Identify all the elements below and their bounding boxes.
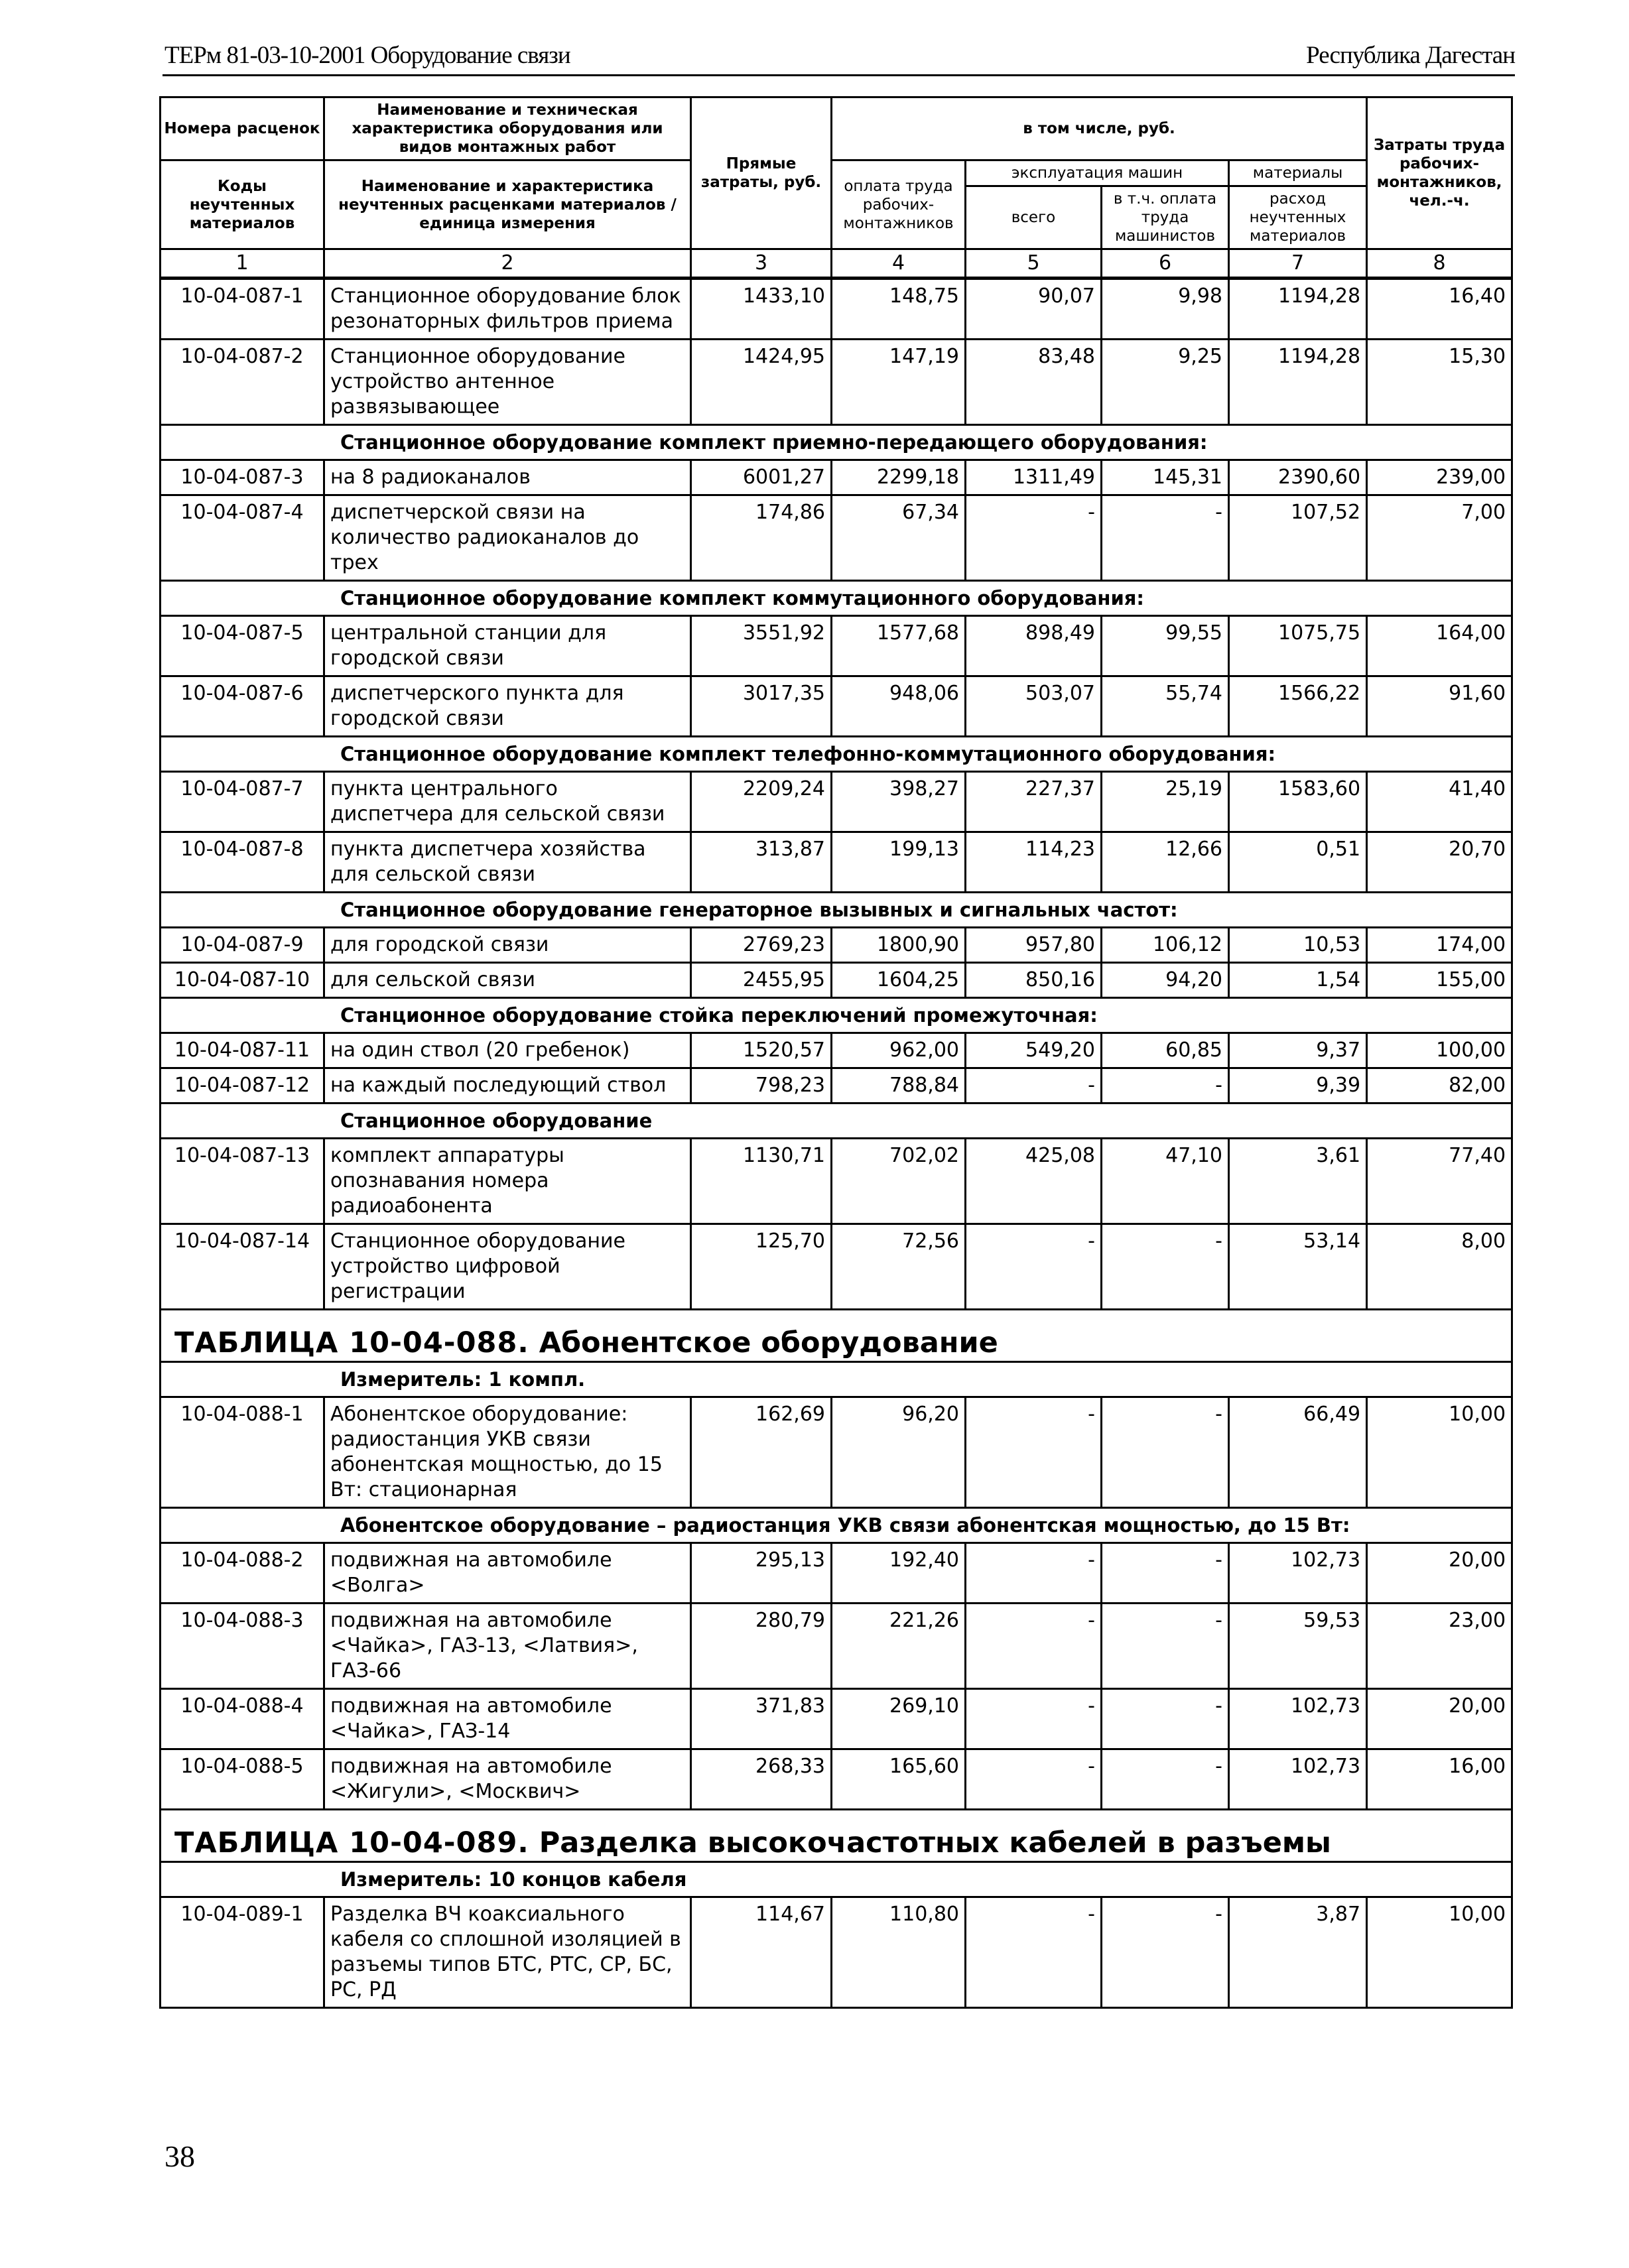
running-header-region: Республика Дагестан	[1306, 42, 1515, 69]
materials-cost: 0,51	[1229, 832, 1367, 893]
direct-cost: 1424,95	[691, 340, 832, 425]
machines-total: -	[966, 1068, 1102, 1103]
machines-total: 114,23	[966, 832, 1102, 893]
col-num: 3	[691, 249, 832, 279]
rate-name: подвижная на автомобиле <Жигули>, <Москвич>	[324, 1749, 691, 1810]
direct-cost: 125,70	[691, 1224, 832, 1310]
rate-code: 10-04-087-13	[161, 1139, 324, 1224]
meter-row	[161, 1862, 1512, 1897]
machine-operators-pay: 99,55	[1102, 616, 1229, 676]
machines-total: 957,80	[966, 928, 1102, 963]
header-row-1	[161, 97, 1512, 160]
meter-row	[161, 1362, 1512, 1397]
table-row	[161, 963, 1512, 998]
labor-pay: 96,20	[832, 1397, 966, 1508]
section-heading: Станционное оборудование генераторное вызывных и сигнальных частот:	[161, 893, 1512, 928]
labor-hours: 164,00	[1367, 616, 1512, 676]
direct-cost: 798,23	[691, 1068, 832, 1103]
table-number: ТАБЛИЦА 10-04-089.	[174, 1826, 529, 1859]
labor-hours: 15,30	[1367, 340, 1512, 425]
table-number: ТАБЛИЦА 10-04-088.	[174, 1326, 529, 1359]
section-heading: Абонентское оборудование – радиостанция УКВ связи абонентская мощностью, до 15 Вт:	[161, 1508, 1512, 1543]
rate-name: для сельской связи	[324, 963, 691, 998]
machine-operators-pay: -	[1102, 1897, 1229, 2008]
labor-pay: 702,02	[832, 1139, 966, 1224]
rate-code: 10-04-089-1	[161, 1897, 324, 2008]
table-row	[161, 676, 1512, 737]
section-heading-row	[161, 1508, 1512, 1543]
rate-name: подвижная на автомобиле <Волга>	[324, 1543, 691, 1604]
table-title-text: Абонентское оборудование	[539, 1326, 998, 1359]
col-num: 1	[161, 249, 324, 279]
rate-name: Абонентское оборудование: радиостанция УКВ связи абонентская мощностью, до 15 Вт: стационарная	[324, 1397, 691, 1508]
direct-cost: 1130,71	[691, 1139, 832, 1224]
col-head-codes-unacc: Коды неучтенных материалов	[161, 160, 324, 249]
labor-hours: 239,00	[1367, 460, 1512, 495]
direct-cost: 6001,27	[691, 460, 832, 495]
section-heading: Станционное оборудование комплект коммутационного оборудования:	[161, 581, 1512, 616]
rate-code: 10-04-088-3	[161, 1604, 324, 1689]
materials-cost: 1194,28	[1229, 279, 1367, 340]
machine-operators-pay: 25,19	[1102, 772, 1229, 832]
labor-hours: 41,40	[1367, 772, 1512, 832]
rate-name: пункта диспетчера хозяйства для сельской связи	[324, 832, 691, 893]
machine-operators-pay: -	[1102, 1749, 1229, 1810]
table-row	[161, 1897, 1512, 2008]
direct-cost: 1433,10	[691, 279, 832, 340]
labor-pay: 147,19	[832, 340, 966, 425]
col-head-labor: оплата труда рабочих-монтажников	[832, 160, 966, 249]
rate-code: 10-04-087-7	[161, 772, 324, 832]
machines-total: -	[966, 1749, 1102, 1810]
machine-operators-pay: -	[1102, 495, 1229, 581]
table-row	[161, 495, 1512, 581]
machine-operators-pay: 9,25	[1102, 340, 1229, 425]
rate-code: 10-04-087-10	[161, 963, 324, 998]
machines-total: 1311,49	[966, 460, 1102, 495]
labor-hours: 16,40	[1367, 279, 1512, 340]
labor-pay: 1577,68	[832, 616, 966, 676]
direct-cost: 2455,95	[691, 963, 832, 998]
table-title-row	[161, 1310, 1512, 1362]
direct-cost: 114,67	[691, 1897, 832, 2008]
col-num: 4	[832, 249, 966, 279]
table-title	[161, 1810, 1512, 1862]
machines-total: 90,07	[966, 279, 1102, 340]
section-heading-row	[161, 998, 1512, 1033]
rate-name: комплект аппаратуры опознавания номера радиоабонента	[324, 1139, 691, 1224]
rate-code: 10-04-087-9	[161, 928, 324, 963]
direct-cost: 1520,57	[691, 1033, 832, 1068]
rate-code: 10-04-087-6	[161, 676, 324, 737]
rate-code: 10-04-087-2	[161, 340, 324, 425]
rate-code: 10-04-088-4	[161, 1689, 324, 1749]
materials-cost: 102,73	[1229, 1689, 1367, 1749]
machines-total: -	[966, 1689, 1102, 1749]
rate-code: 10-04-088-5	[161, 1749, 324, 1810]
machine-operators-pay: -	[1102, 1604, 1229, 1689]
col-num: 6	[1102, 249, 1229, 279]
rate-name: на каждый последующий ствол	[324, 1068, 691, 1103]
labor-hours: 20,00	[1367, 1543, 1512, 1604]
table-row	[161, 1033, 1512, 1068]
materials-cost: 1194,28	[1229, 340, 1367, 425]
section-heading-row	[161, 425, 1512, 460]
col-num: 7	[1229, 249, 1367, 279]
machines-total: -	[966, 495, 1102, 581]
section-heading-row	[161, 893, 1512, 928]
direct-cost: 313,87	[691, 832, 832, 893]
section-heading: Станционное оборудование стойка переключений промежуточная:	[161, 998, 1512, 1033]
table-row	[161, 1749, 1512, 1810]
table-row	[161, 340, 1512, 425]
col-head-total: всего	[966, 186, 1102, 249]
col-head-incl-driver: в т.ч. оплата труда машинистов	[1102, 186, 1229, 249]
machines-total: 227,37	[966, 772, 1102, 832]
direct-cost: 3551,92	[691, 616, 832, 676]
rate-name: Станционное оборудование устройство цифровой регистрации	[324, 1224, 691, 1310]
table-row	[161, 1224, 1512, 1310]
col-num: 8	[1367, 249, 1512, 279]
labor-hours: 16,00	[1367, 1749, 1512, 1810]
table-title-row	[161, 1810, 1512, 1862]
machine-operators-pay: -	[1102, 1224, 1229, 1310]
rate-name: Станционное оборудование блок резонаторных фильтров приема	[324, 279, 691, 340]
col-head-labor-cost: Затраты труда рабочих-монтажников, чел.-ч.	[1367, 97, 1512, 249]
labor-hours: 91,60	[1367, 676, 1512, 737]
rate-name: на 8 радиоканалов	[324, 460, 691, 495]
col-head-machines: эксплуатация машин	[966, 160, 1229, 186]
section-heading-row	[161, 581, 1512, 616]
machine-operators-pay: 9,98	[1102, 279, 1229, 340]
column-number-row	[161, 249, 1512, 279]
labor-hours: 155,00	[1367, 963, 1512, 998]
price-table-body	[161, 97, 1512, 2008]
materials-cost: 53,14	[1229, 1224, 1367, 1310]
rate-name: на один ствол (20 гребенок)	[324, 1033, 691, 1068]
labor-hours: 100,00	[1367, 1033, 1512, 1068]
labor-pay: 192,40	[832, 1543, 966, 1604]
machine-operators-pay: 94,20	[1102, 963, 1229, 998]
machine-operators-pay: -	[1102, 1068, 1229, 1103]
table-row	[161, 616, 1512, 676]
machine-operators-pay: 145,31	[1102, 460, 1229, 495]
labor-pay: 398,27	[832, 772, 966, 832]
table-row	[161, 279, 1512, 340]
machines-total: 898,49	[966, 616, 1102, 676]
machines-total: -	[966, 1224, 1102, 1310]
table-row	[161, 928, 1512, 963]
labor-pay: 2299,18	[832, 460, 966, 495]
rate-code: 10-04-087-12	[161, 1068, 324, 1103]
table-row	[161, 1604, 1512, 1689]
rate-name: диспетчерского пункта для городской связи	[324, 676, 691, 737]
labor-pay: 110,80	[832, 1897, 966, 2008]
machines-total: 503,07	[966, 676, 1102, 737]
rate-name: диспетчерской связи на количество радиоканалов до трех	[324, 495, 691, 581]
labor-pay: 269,10	[832, 1689, 966, 1749]
labor-hours: 82,00	[1367, 1068, 1512, 1103]
labor-hours: 10,00	[1367, 1397, 1512, 1508]
labor-pay: 148,75	[832, 279, 966, 340]
machines-total: 425,08	[966, 1139, 1102, 1224]
direct-cost: 2209,24	[691, 772, 832, 832]
table-row	[161, 460, 1512, 495]
col-num: 5	[966, 249, 1102, 279]
materials-cost: 102,73	[1229, 1749, 1367, 1810]
rate-name: Станционное оборудование устройство антенное развязывающее	[324, 340, 691, 425]
col-head-code: Номера расценок	[161, 97, 324, 160]
labor-pay: 67,34	[832, 495, 966, 581]
rate-code: 10-04-087-5	[161, 616, 324, 676]
section-heading-row	[161, 737, 1512, 772]
rate-code: 10-04-088-2	[161, 1543, 324, 1604]
materials-cost: 10,53	[1229, 928, 1367, 963]
materials-cost: 1075,75	[1229, 616, 1367, 676]
labor-pay: 221,26	[832, 1604, 966, 1689]
materials-cost: 1,54	[1229, 963, 1367, 998]
materials-cost: 107,52	[1229, 495, 1367, 581]
header-row-2	[161, 160, 1512, 186]
table-title	[161, 1310, 1512, 1362]
rate-name: Разделка ВЧ коаксиального кабеля со сплошной изоляцией в разъемы типов БТС, РТС, СР, БС, РС, РД	[324, 1897, 691, 2008]
col-head-incl: в том числе, руб.	[832, 97, 1367, 160]
direct-cost: 295,13	[691, 1543, 832, 1604]
rate-code: 10-04-087-11	[161, 1033, 324, 1068]
machine-operators-pay: -	[1102, 1689, 1229, 1749]
price-table	[159, 96, 1513, 2009]
running-header-title: ТЕРм 81-03-10-2001 Оборудование связи	[164, 42, 570, 69]
rate-code: 10-04-087-1	[161, 279, 324, 340]
rate-code: 10-04-087-14	[161, 1224, 324, 1310]
machine-operators-pay: 12,66	[1102, 832, 1229, 893]
labor-pay: 962,00	[832, 1033, 966, 1068]
machine-operators-pay: 55,74	[1102, 676, 1229, 737]
rate-name: центральной станции для городской связи	[324, 616, 691, 676]
direct-cost: 371,83	[691, 1689, 832, 1749]
col-head-materials: материалы	[1229, 160, 1367, 186]
machines-total: -	[966, 1604, 1102, 1689]
header-rule	[163, 74, 1515, 76]
materials-cost: 9,39	[1229, 1068, 1367, 1103]
col-head-name-unacc: Наименование и характеристика неучтенных расценками материалов / единица измерения	[324, 160, 691, 249]
labor-pay: 165,60	[832, 1749, 966, 1810]
labor-hours: 20,70	[1367, 832, 1512, 893]
direct-cost: 174,86	[691, 495, 832, 581]
table-row	[161, 1689, 1512, 1749]
machine-operators-pay: -	[1102, 1543, 1229, 1604]
machine-operators-pay: 106,12	[1102, 928, 1229, 963]
materials-cost: 3,61	[1229, 1139, 1367, 1224]
table-row	[161, 1139, 1512, 1224]
labor-hours: 10,00	[1367, 1897, 1512, 2008]
machines-total: 549,20	[966, 1033, 1102, 1068]
rate-name: подвижная на автомобиле <Чайка>, ГАЗ-14	[324, 1689, 691, 1749]
table-title-text: Разделка высокочастотных кабелей в разъемы	[539, 1826, 1331, 1859]
machines-total: -	[966, 1543, 1102, 1604]
materials-cost: 1566,22	[1229, 676, 1367, 737]
table-row	[161, 832, 1512, 893]
labor-pay: 1800,90	[832, 928, 966, 963]
labor-pay: 72,56	[832, 1224, 966, 1310]
direct-cost: 162,69	[691, 1397, 832, 1508]
materials-cost: 3,87	[1229, 1897, 1367, 2008]
labor-pay: 1604,25	[832, 963, 966, 998]
rate-code: 10-04-087-4	[161, 495, 324, 581]
rate-name: для городской связи	[324, 928, 691, 963]
rate-code: 10-04-088-1	[161, 1397, 324, 1508]
direct-cost: 2769,23	[691, 928, 832, 963]
section-heading: Станционное оборудование комплект приемно-передающего оборудования:	[161, 425, 1512, 460]
meter-label: Измеритель: 1 компл.	[161, 1362, 1512, 1397]
rate-code: 10-04-087-3	[161, 460, 324, 495]
machines-total: 83,48	[966, 340, 1102, 425]
labor-hours: 174,00	[1367, 928, 1512, 963]
rate-name: пункта центрального диспетчера для сельской связи	[324, 772, 691, 832]
section-heading: Станционное оборудование комплект телефонно-коммутационного оборудования:	[161, 737, 1512, 772]
table-row	[161, 772, 1512, 832]
labor-pay: 948,06	[832, 676, 966, 737]
labor-pay: 788,84	[832, 1068, 966, 1103]
col-head-name: Наименование и техническая характеристика оборудования или видов монтажных работ	[324, 97, 691, 160]
labor-hours: 20,00	[1367, 1689, 1512, 1749]
materials-cost: 1583,60	[1229, 772, 1367, 832]
page-number: 38	[164, 2139, 195, 2173]
rate-name: подвижная на автомобиле <Чайка>, ГАЗ-13, <Латвия>, ГАЗ-66	[324, 1604, 691, 1689]
meter-label: Измеритель: 10 концов кабеля	[161, 1862, 1512, 1897]
direct-cost: 280,79	[691, 1604, 832, 1689]
table-row	[161, 1397, 1512, 1508]
col-head-unaccounted: расход неучтенных материалов	[1229, 186, 1367, 249]
materials-cost: 66,49	[1229, 1397, 1367, 1508]
table-row	[161, 1543, 1512, 1604]
materials-cost: 102,73	[1229, 1543, 1367, 1604]
labor-hours: 7,00	[1367, 495, 1512, 581]
direct-cost: 268,33	[691, 1749, 832, 1810]
col-num: 2	[324, 249, 691, 279]
section-heading-row	[161, 1103, 1512, 1139]
labor-pay: 199,13	[832, 832, 966, 893]
machine-operators-pay: 60,85	[1102, 1033, 1229, 1068]
materials-cost: 2390,60	[1229, 460, 1367, 495]
materials-cost: 59,53	[1229, 1604, 1367, 1689]
materials-cost: 9,37	[1229, 1033, 1367, 1068]
direct-cost: 3017,35	[691, 676, 832, 737]
machine-operators-pay: -	[1102, 1397, 1229, 1508]
col-head-direct: Прямые затраты, руб.	[691, 97, 832, 249]
labor-hours: 77,40	[1367, 1139, 1512, 1224]
table-row	[161, 1068, 1512, 1103]
machines-total: 850,16	[966, 963, 1102, 998]
machines-total: -	[966, 1397, 1102, 1508]
machines-total: -	[966, 1897, 1102, 2008]
machine-operators-pay: 47,10	[1102, 1139, 1229, 1224]
rate-code: 10-04-087-8	[161, 832, 324, 893]
labor-hours: 23,00	[1367, 1604, 1512, 1689]
section-heading: Станционное оборудование	[161, 1103, 1512, 1139]
labor-hours: 8,00	[1367, 1224, 1512, 1310]
